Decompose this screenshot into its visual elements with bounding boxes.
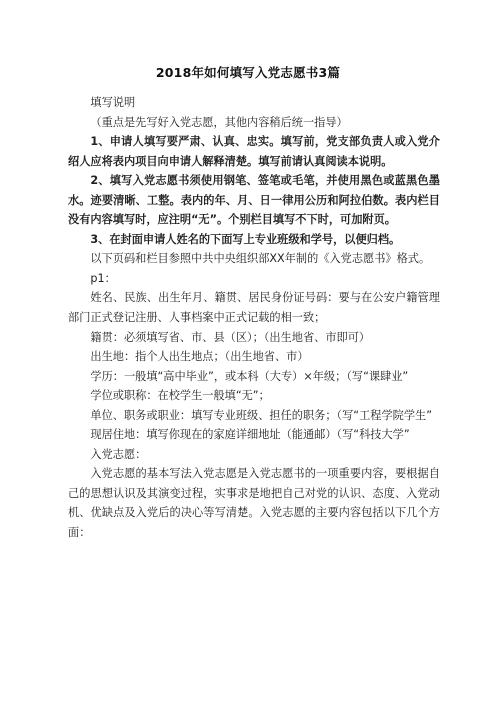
document-title: 2018年如何填写入党志愿书3篇	[155, 65, 341, 80]
paragraph: 入党志愿：	[90, 447, 147, 461]
paragraph: 填写说明	[90, 96, 136, 109]
paragraph: 2、填写入党志愿书须使用钢笔、签笔或毛笔，并使用黑色或蓝黑色墨水。迹要清晰、工整。表内的年、月、日一律用公历和阿拉伯数。表内栏目没有内容填写时，应注明“无”。个别栏目填写不下时，可加附页。	[68, 174, 440, 227]
paragraph: 入党志愿的基本写法入党志愿是入党志愿书的一项重要内容，要根据自己的思想认识及其演变过程，实事求是地把自己对党的认识、态度、入党动机、优缺点及入党后的决心等写清楚。入党志愿的主要内容包括以下几个方面：	[68, 467, 440, 540]
paragraph: p1：	[90, 271, 116, 285]
paragraph: 单位、职务或职业：填写专业班级、担任的职务；（写“工程学院学生”	[90, 408, 433, 422]
paragraph: 学历：一般填“高中毕业”，或本科（大专）×年级；（写“课肆业”	[90, 369, 409, 383]
paragraph: 学位或职称：在校学生一般填“无”；	[90, 389, 270, 403]
paragraph: 1、申请人填写要严肃、认真、忠实。填写前，党支部负责人或入党介绍人应将表内项目向申请人解释清楚。填写前请认真阅读本说明。	[68, 135, 440, 168]
paragraph: 籍贯：必须填写省、市、县（区）；（出生地省、市即可）	[90, 330, 371, 344]
paragraph: 现居住地：填写你现在的家庭详细地址（能通邮）（写“科技大学”	[90, 428, 410, 442]
paragraph: 以下页码和栏目参照中共中央组织部XX年制的《入党志愿书》格式。	[90, 252, 431, 266]
paragraph: 3、在封面申请人姓名的下面写上专业班级和学号，以便归档。	[90, 232, 401, 246]
paragraph: （重点是先写好入党志愿，其他内容稍后统一指导）	[90, 115, 348, 129]
document-body	[68, 93, 440, 543]
paragraph: 姓名、民族、出生年月、籍贯、居民身份证号码：要与在公安户籍管理部门正式登记注册、人事档案中正式记载的相一致；	[68, 291, 440, 325]
paragraph: 出生地：指个人出生地点；（出生地省、市）	[90, 350, 309, 364]
